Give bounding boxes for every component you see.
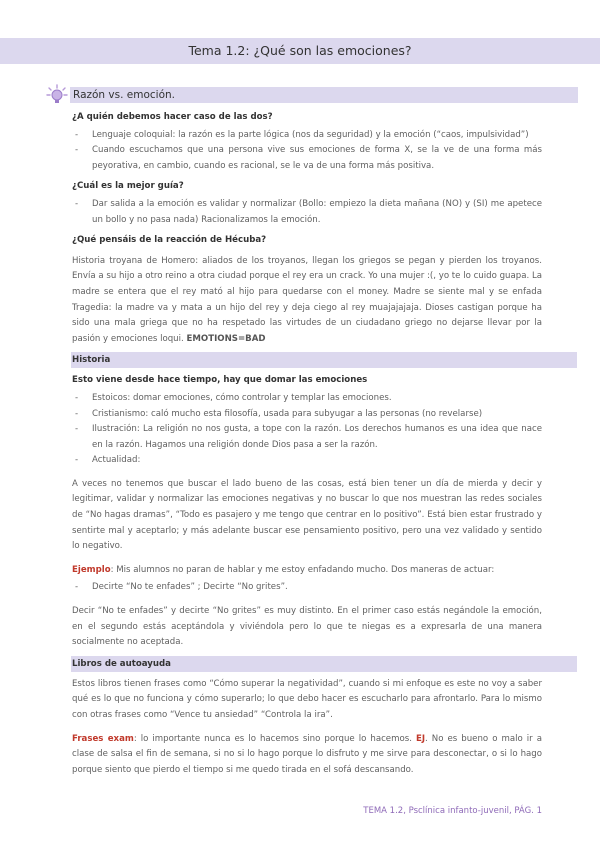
list-item: - Lenguaje coloquial: la razón es la parte lógica (nos da seguridad) y la emoción (“caos, impulsividad”) [72, 128, 542, 144]
paragraph-text: : lo importante nunca es lo hacemos sino porque lo hacemos. [133, 733, 412, 744]
list-item: - Dar salida a la emoción es validar y normalizar (Bollo: empiezo la dieta mañana (NO) y (SI) me apetece un bollo y no pasa nada) Racionalizamos la emoción. [72, 197, 542, 228]
lightbulb-icon [46, 84, 68, 106]
page-footer: TEMA 1.2, Psclínica infanto-juvenil, PÁG. 1 [363, 806, 542, 816]
paragraph-text: Historia troyana de Homero: aliados de los troyanos, llegan los griegos se pegan y pierden los troyanos. Envía a su hijo a otro reino a otra ciudad porque el rey era un crack. Yo una mujer :(, yo te lo cuido guapa. La madre se entera que el rey mató al hijo para quedarse con el money. Madre se siente mal y se enfada Tragedia: la madre va y mata a un hijo del rey y deja ciego al rey muajajajaja. Dioses castigan porque ha sido una mala griega que no ha respetado las virtudes de un ciudadano griego no dejarse llevar por la pasión y emociones loqui. [72, 255, 542, 344]
bullet-list [72, 580, 542, 596]
question-heading: ¿Qué pensáis de la reacción de Hécuba? [72, 235, 267, 246]
section-title: Razón vs. emoción. [73, 89, 176, 101]
paragraph: A veces no tenemos que buscar el lado bueno de las cosas, está bien tener un día de mierda y decir y legitimar, validar y normalizar las emociones negativas y no buscar lo que nos muestran las redes sociales de “No hagas dramas”, “Todo es pasajero y me tengo que centrar en lo positivo”. Está bien estar frustrado y sentirte mal y aceptarlo; y más adelante buscar ese pensamiento positivo, pero una vez validado y sentido lo negativo. [72, 478, 542, 552]
frases-label: Frases exam [72, 733, 134, 744]
question-heading: ¿A quién debemos hacer caso de las dos? [72, 112, 273, 122]
bullet-list [72, 197, 542, 228]
document-body [72, 110, 542, 778]
bullet-list [72, 128, 542, 175]
paragraph [72, 563, 542, 579]
section-header-libros: Libros de autoayuda [71, 656, 577, 672]
subheading: Esto viene desde hace tiempo, hay que domar las emociones [72, 375, 368, 386]
list-item: - Ilustración: La religión no nos gusta, a tope con la razón. Los derechos humanos es una idea que nace en la razón. Hagamos una religión donde Dios pasa a ser la razón. [72, 422, 542, 453]
bullet-list [72, 391, 542, 469]
list-item: - Cuando escuchamos que una persona vive sus emociones de forma X, se la ve de una forma más peyorativa, en cambio, cuando es racional, se le va de una forma más positiva. [72, 143, 542, 174]
list-item: - Actualidad: [72, 453, 542, 469]
question-heading: ¿Cuál es la mejor guía? [72, 181, 184, 192]
list-item: - Decirte “No te enfades” ; Decirte “No grites”. [72, 580, 542, 596]
paragraph [72, 254, 542, 348]
ej-label: EJ [415, 733, 426, 744]
section-header-historia: Historia [71, 352, 577, 368]
page-title: Tema 1.2: ¿Qué son las emociones? [0, 38, 600, 64]
emphasis-text: EMOTIONS=BAD [186, 333, 266, 344]
list-item: - Cristianismo: caló mucho esta filosofía, usada para subyugar a las personas (no revelarse) [72, 407, 542, 423]
paragraph: Estos libros tienen frases como “Cómo superar la negatividad”, cuando si mi enfoque es este no voy a saber qué es lo que no funciona y cómo superarlo; lo que debo hacer es escucharlo para afrontarlo. Para lo mismo con otras frases como “Vence tu ansiedad” “Controla la ira”. [72, 678, 542, 720]
paragraph-text: . No es bueno o malo ir a clase de salsa el fin de semana, si no si lo hago porque lo disfruto y me sirve para desconectar, o si lo hago porque siento que pierdo el tiempo si me quedo tirada en el sofá descansando. [72, 733, 542, 775]
paragraph-text: : Mis alumnos no paran de hablar y me estoy enfadando mucho. Dos maneras de actuar: [110, 564, 495, 575]
paragraph: Decir “No te enfades” y decirte “No grites” es muy distinto. En el primer caso estás negándole la emoción, en el segundo estás aceptándola y viviéndola pero lo que te niegas es a expresarla de una manera socialmente no aceptada. [72, 606, 542, 648]
example-label: Ejemplo [72, 564, 111, 575]
paragraph [72, 732, 542, 779]
list-item: - Estoicos: domar emociones, cómo controlar y templar las emociones. [72, 391, 542, 407]
